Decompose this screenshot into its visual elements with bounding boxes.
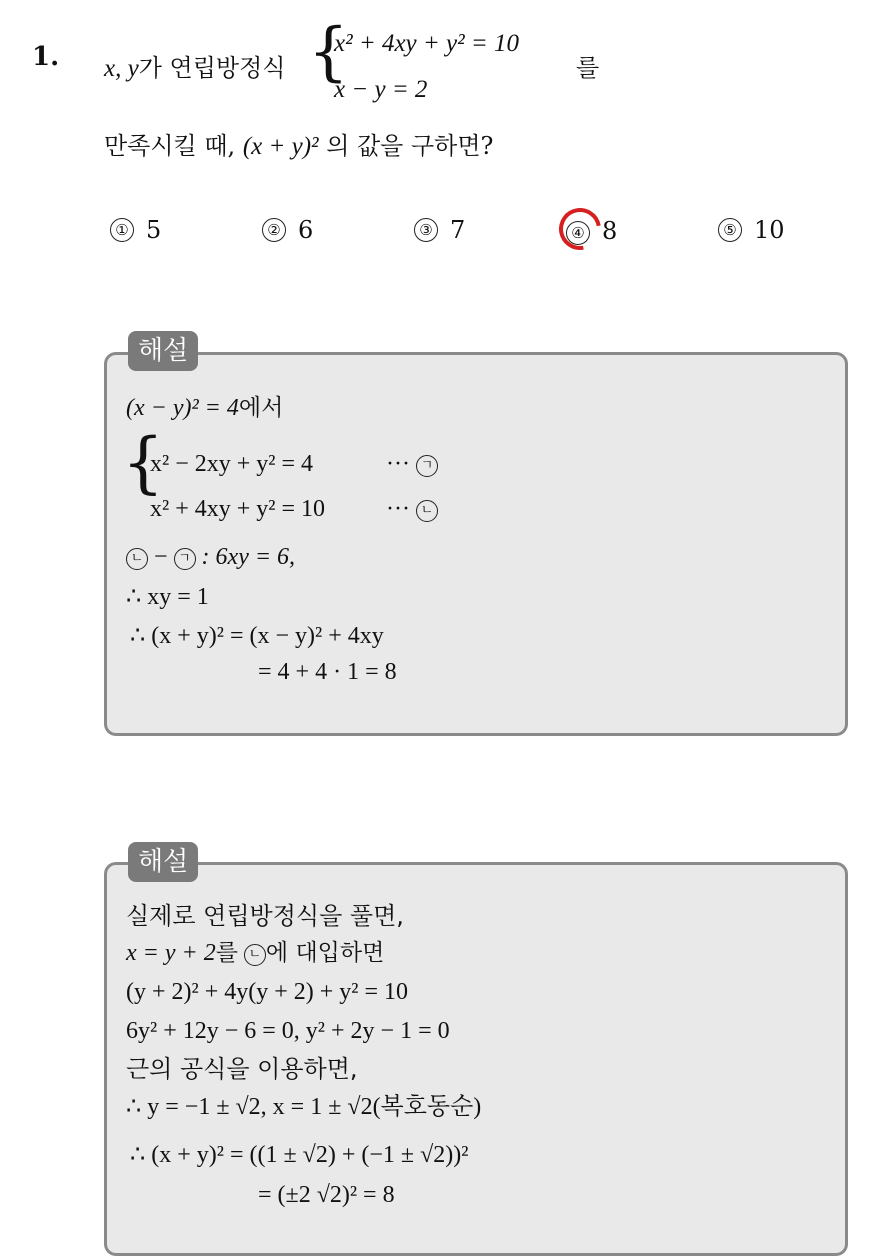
choice-4-mark: ④ (566, 221, 590, 245)
sol1-system-eq-2: x² + 4xy + y² = 10 (150, 496, 325, 522)
question-expr: (x + y)² (242, 133, 319, 160)
sol2-mark-nieun: ㄴ (244, 944, 266, 966)
question-line2-b: 의 값을 구하면? (326, 132, 494, 160)
choice-1-value: 5 (146, 216, 162, 244)
sol2-line-2-math: x = y + 2 (126, 940, 216, 966)
sol2-line-8: = (±2 √2)² = 8 (258, 1182, 395, 1208)
choice-2[interactable] (262, 216, 313, 244)
sol1-system-eq-1: x² − 2xy + y² = 4 (150, 451, 313, 477)
question-suffix: 를 (576, 54, 600, 82)
sol1-line-7: = 4 + 4 · 1 = 8 (258, 659, 397, 685)
choice-5-mark: ⑤ (718, 218, 742, 242)
sol1-dots-2: ··· (386, 496, 410, 522)
sol2-line-3: (y + 2)² + 4y(y + 2) + y² = 10 (126, 979, 409, 1005)
sol2-line-5: 근의 공식을 이용하면, (126, 1055, 358, 1083)
mark-giyeok: ㄱ (416, 455, 438, 477)
question-line2-a: 만족시킬 때, (104, 132, 236, 160)
choice-5[interactable] (718, 216, 785, 244)
sol2-line-6: ∴ y = −1 ± √2, x = 1 ± √2(복호동순) (126, 1094, 482, 1120)
sol1-line-6: ∴ (x + y)² = (x − y)² + 4xy (130, 623, 384, 649)
choice-4-value: 8 (602, 216, 618, 245)
choice-3-value: 7 (450, 216, 466, 244)
mark-nieun: ㄴ (416, 500, 438, 522)
choice-4[interactable] (566, 216, 617, 245)
solution-tag-2: 해설 (128, 842, 198, 882)
answer-choices (108, 216, 808, 256)
sol1-brace: { (122, 424, 164, 501)
sol1-line-4-mark-a: ㄱ (174, 548, 196, 570)
choice-2-mark: ② (262, 218, 286, 242)
choice-3-mark: ③ (414, 218, 438, 242)
system-equation-1: x² + 4xy + y² = 10 (334, 30, 519, 57)
question-intro: 가 연립방정식 (138, 54, 286, 82)
choice-1-mark: ① (110, 218, 134, 242)
sol1-line-1-math: (x − y)² = 4 (126, 395, 239, 421)
question-number: 1. (32, 42, 60, 72)
sol1-dots-1: ··· (386, 451, 410, 477)
system-equation-2: x − y = 2 (334, 76, 428, 103)
sol1-line-4-minus: − (154, 544, 168, 570)
question-line-2 (104, 126, 493, 161)
solution-tag-1: 해설 (128, 331, 198, 371)
choice-4-mark-wrap (566, 216, 590, 245)
answer-circle-mark (551, 200, 609, 258)
sol1-line-5: ∴ xy = 1 (126, 584, 209, 610)
sol1-line-4-rest: : 6xy = 6, (201, 544, 296, 570)
sol2-line-2-ko-a: 를 (215, 940, 238, 966)
choice-2-value: 6 (298, 216, 314, 244)
choice-1[interactable] (110, 216, 161, 244)
choice-5-value: 10 (754, 216, 785, 244)
sol1-line-1 (126, 396, 283, 420)
question-vars: x, y (104, 55, 139, 82)
sol1-line-4 (126, 545, 295, 570)
sol2-line-2 (126, 941, 384, 966)
sol2-line-1: 실제로 연립방정식을 풀면, (126, 902, 404, 930)
sol1-system-eq-1-tag (386, 452, 438, 477)
sol1-line-4-mark-b: ㄴ (126, 548, 148, 570)
choice-3[interactable] (414, 216, 465, 244)
sol1-system-eq-2-tag (386, 497, 438, 522)
sol2-line-4: 6y² + 12y − 6 = 0, y² + 2y − 1 = 0 (126, 1018, 450, 1044)
sol2-line-7: ∴ (x + y)² = ((1 ± √2) + (−1 ± √2))² (130, 1142, 469, 1168)
sol2-line-2-ko-b: 에 대입하면 (265, 940, 385, 966)
system-brace: { (308, 15, 349, 89)
question-line-1 (104, 48, 285, 83)
sol1-line-1-ko: 에서 (238, 395, 284, 421)
